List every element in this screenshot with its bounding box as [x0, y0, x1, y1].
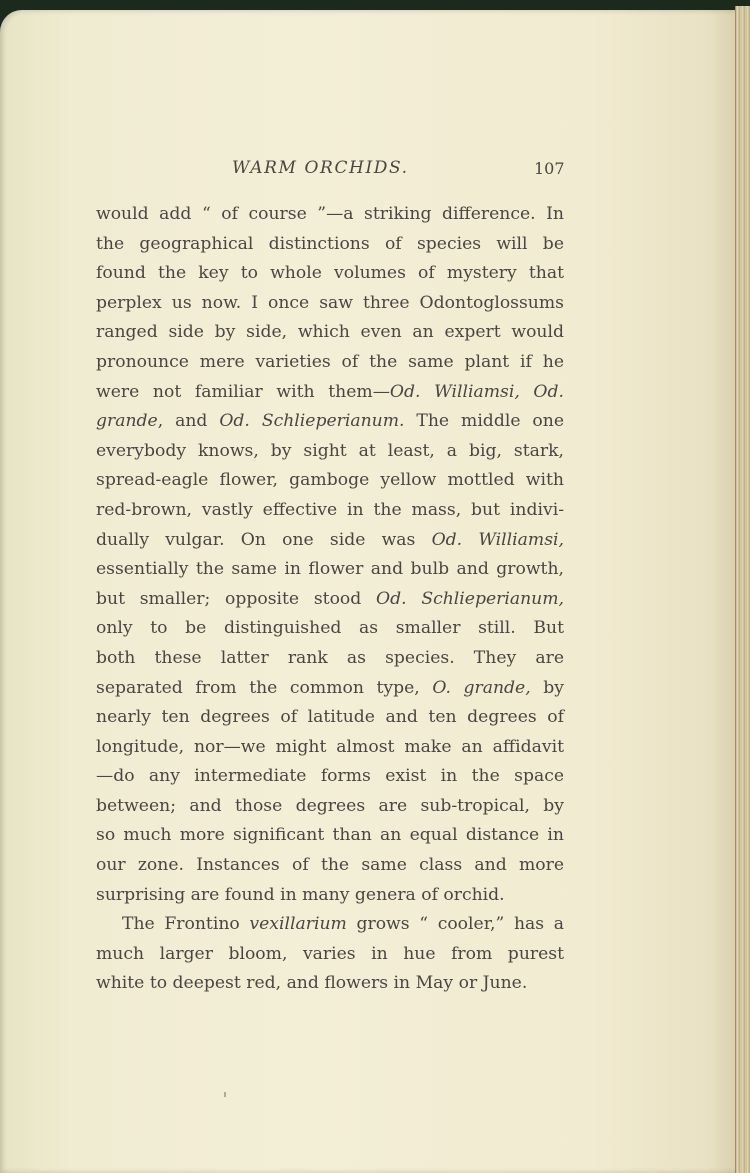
text-segment: spread-eagle flower, gamboge yellow mottled with: [96, 470, 564, 491]
text-line: [96, 762, 564, 792]
text-line: [96, 821, 564, 851]
text-segment: , and: [157, 411, 220, 432]
text-segment: ranged side by side, which even an expert would: [96, 322, 564, 343]
text-segment: pronounce mere varieties of the same plant if he: [96, 351, 564, 372]
text-line: [96, 733, 564, 763]
italic-text-segment: Od. Williamsi, Od.: [389, 381, 564, 402]
text-line: [96, 348, 564, 378]
running-title: WARM ORCHIDS.: [232, 158, 409, 178]
italic-text-segment: vexillarium: [249, 914, 347, 935]
text-line: [96, 940, 564, 970]
italic-text-segment: grande: [96, 411, 158, 432]
text-line: [96, 555, 564, 585]
text-segment: The middle one: [404, 411, 564, 432]
text-line: [96, 792, 564, 822]
italic-text-segment: Od. Schlieperianum,: [376, 588, 564, 609]
italic-text-segment: Od. Schlieperianum.: [219, 411, 405, 432]
text-line: [96, 703, 564, 733]
italic-text-segment: Od. Williamsi,: [431, 529, 564, 550]
text-line: [96, 200, 564, 230]
text-segment: were not familiar with them—: [96, 381, 390, 402]
text-line: [96, 407, 564, 437]
text-segment: much larger bloom, varies in hue from purest: [96, 943, 564, 964]
body-text: [96, 200, 564, 999]
text-segment: white to deepest red, and flowers in May or June.: [96, 973, 528, 994]
text-segment: grows “ cooler,” has a: [346, 914, 564, 935]
text-segment: our zone. Instances of the same class and more: [96, 855, 564, 876]
paper-smudge: [224, 1092, 226, 1097]
text-segment: would add “ of course ”—a striking difference. In: [96, 204, 564, 224]
text-segment: —do any intermediate forms exist in the space: [96, 766, 564, 787]
text-line: [96, 644, 564, 674]
text-line: [96, 614, 564, 644]
text-segment: nearly ten degrees of latitude and ten degrees of: [96, 707, 564, 728]
text-segment: but smaller; opposite stood: [96, 588, 377, 609]
text-line: [96, 881, 564, 911]
text-line: [96, 496, 564, 526]
text-segment: longitude, nor—we might almost make an affidavit: [96, 736, 564, 757]
text-line: [96, 230, 564, 260]
text-line: [96, 526, 564, 556]
italic-text-segment: O. grande,: [432, 677, 531, 698]
text-line: [96, 969, 564, 999]
text-line: [96, 437, 564, 467]
text-line: [96, 378, 564, 408]
text-line: [96, 289, 564, 319]
text-segment: everybody knows, by sight at least, a big, stark,: [96, 440, 564, 461]
text-line: [96, 851, 564, 881]
text-segment: The Frontino: [122, 914, 250, 935]
text-segment: between; and those degrees are sub-tropical, by: [96, 795, 564, 816]
page-number: 107: [534, 159, 565, 178]
text-line: [96, 259, 564, 289]
text-segment: so much more significant than an equal distance in: [96, 825, 564, 846]
text-segment: found the key to whole volumes of mystery that: [96, 263, 564, 284]
text-line: [96, 910, 564, 940]
text-line: [96, 466, 564, 496]
text-segment: only to be distinguished as smaller still. But: [96, 618, 564, 639]
text-segment: essentially the same in flower and bulb and growth,: [96, 559, 564, 580]
text-segment: the geographical distinctions of species will be: [96, 233, 564, 254]
text-line: [96, 674, 564, 704]
text-segment: dually vulgar. On one side was: [96, 529, 432, 550]
text-segment: perplex us now. I once saw three Odontoglossums: [96, 292, 564, 313]
running-header: [0, 158, 738, 182]
text-line: [96, 585, 564, 615]
text-line: [96, 318, 564, 348]
text-segment: by: [530, 677, 564, 698]
text-segment: red-brown, vastly effective in the mass, but indivi-: [96, 499, 564, 520]
text-segment: surprising are found in many genera of orchid.: [96, 884, 505, 905]
text-segment: separated from the common type,: [96, 677, 433, 698]
text-segment: both these latter rank as species. They are: [96, 647, 564, 668]
